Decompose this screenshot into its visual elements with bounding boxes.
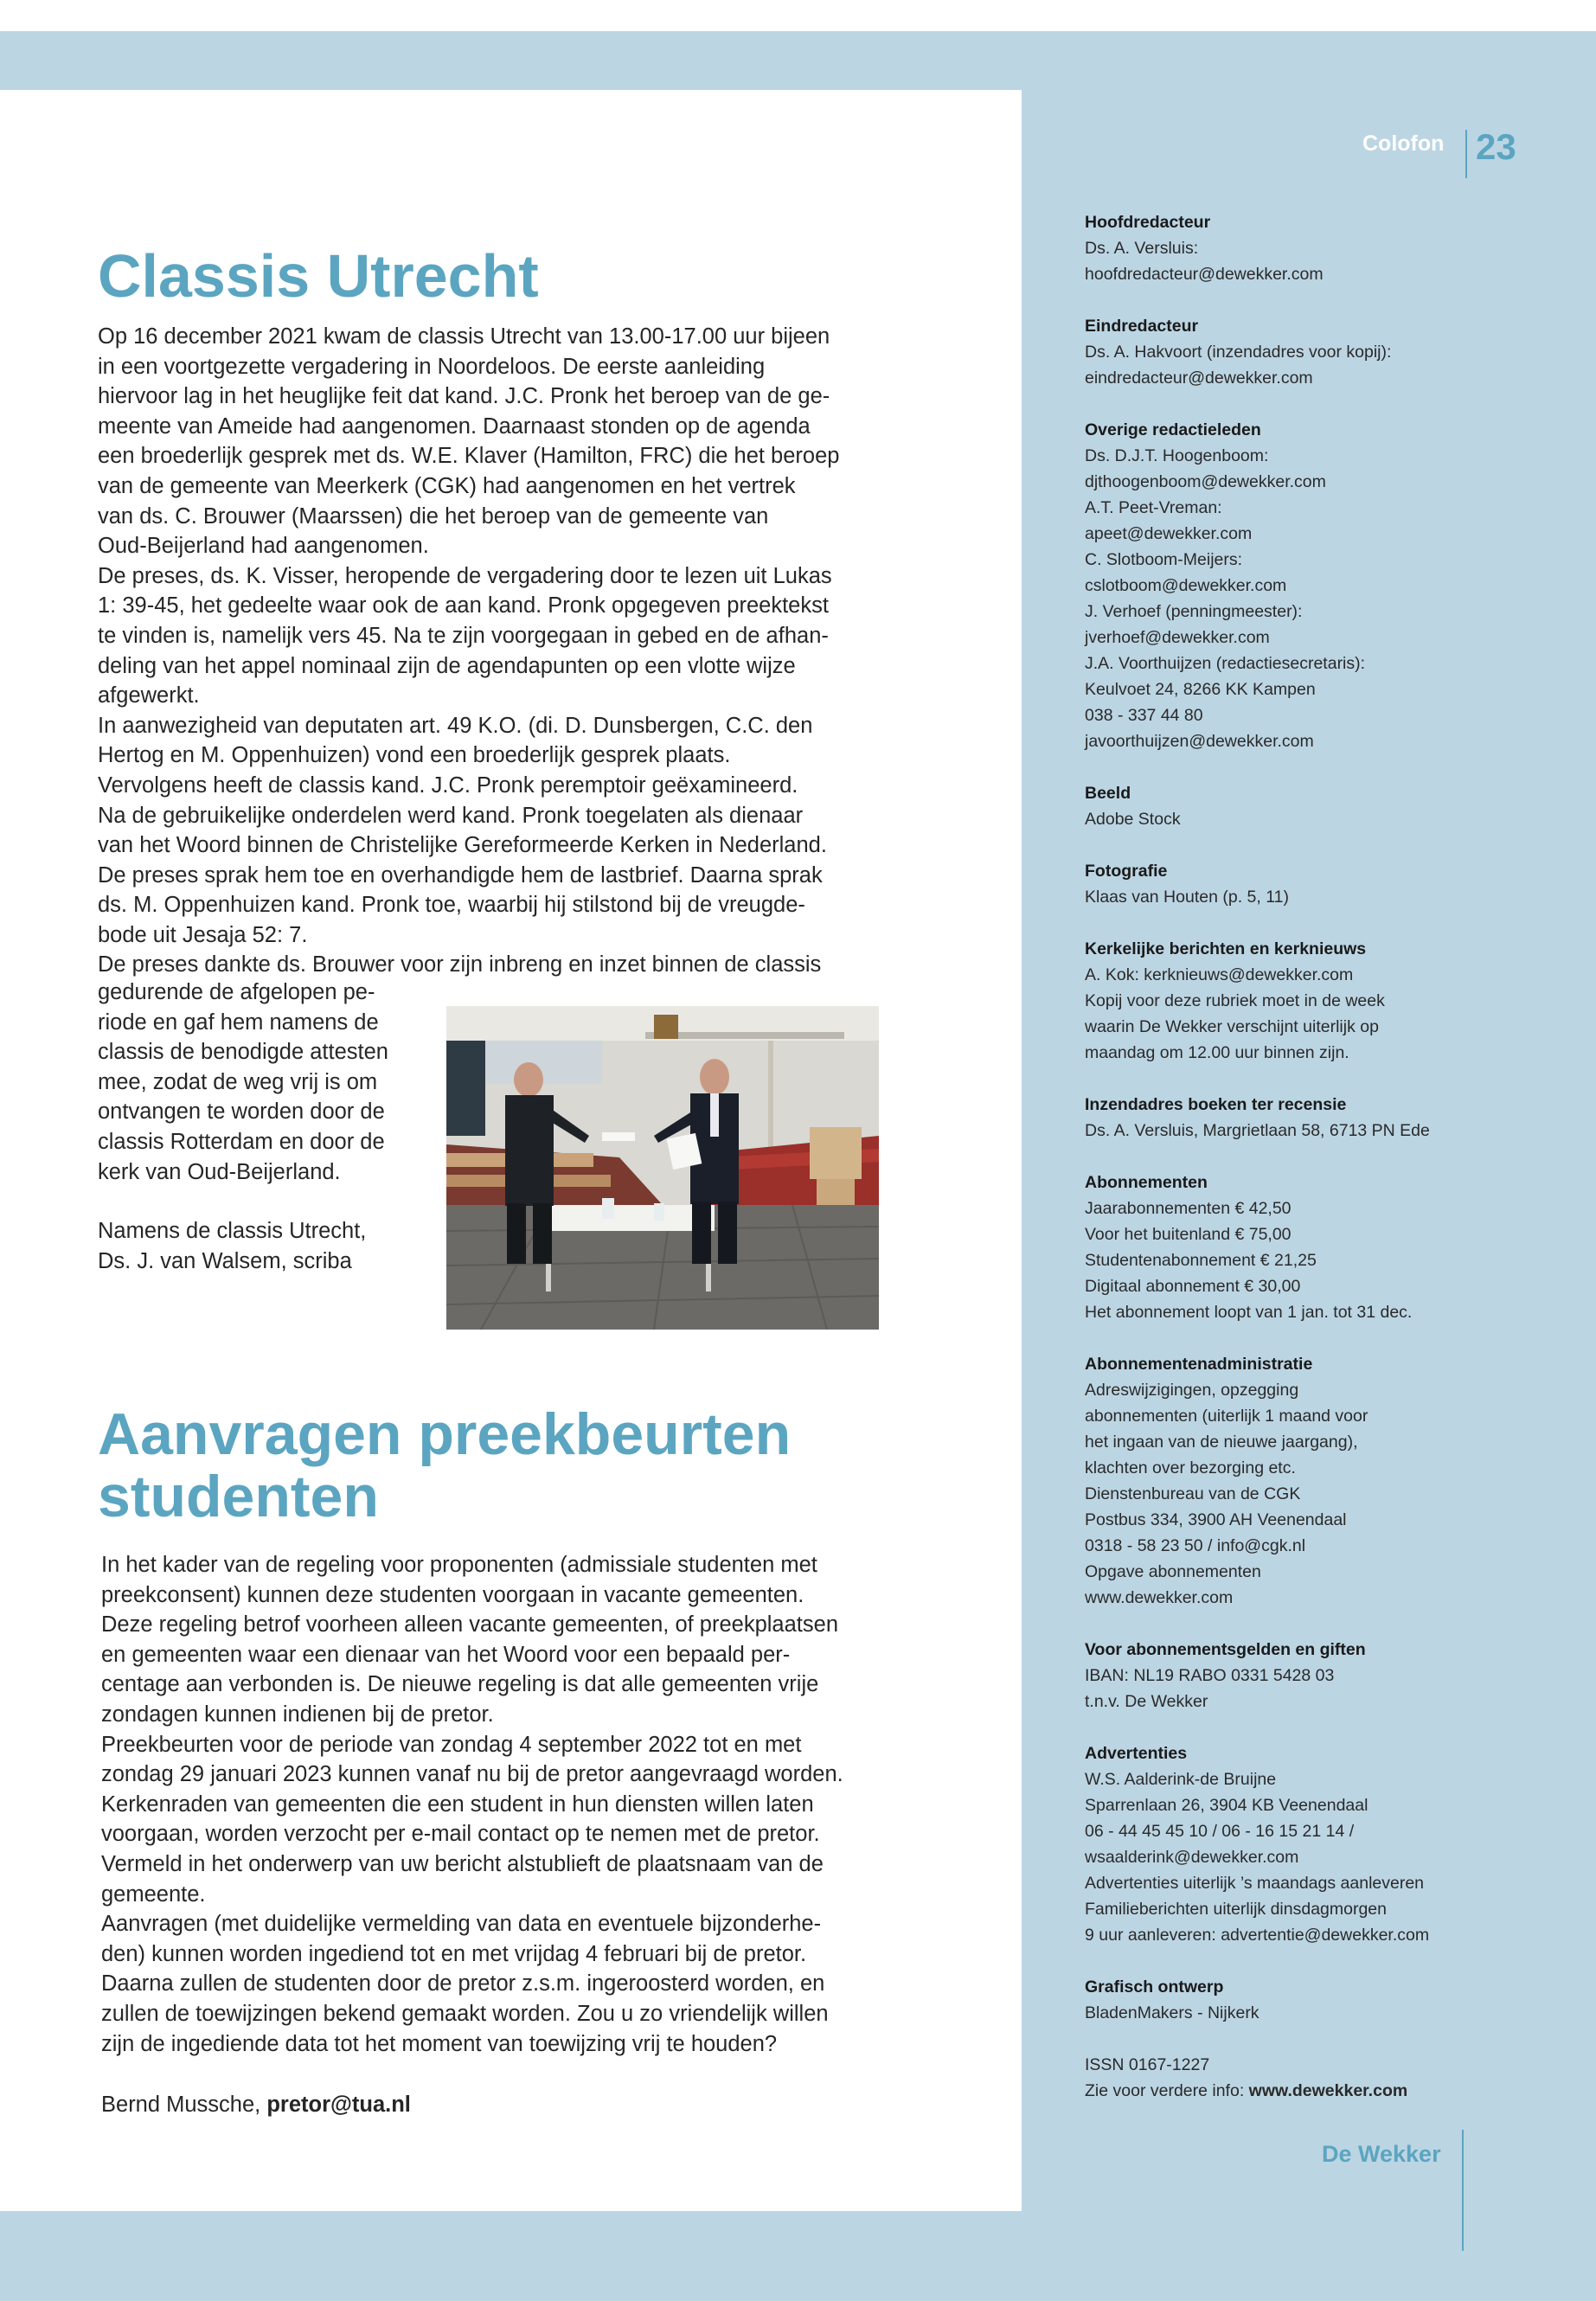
colofon-line: Ds. A. Hakvoort (inzendadres voor kopij): [1085,343,1392,362]
photo-illustration [446,1006,879,1330]
article-signature-classis [98,1216,426,1276]
colofon-group [1085,1740,1535,1948]
text-line: van ds. C. Brouwer (Maarssen) die het beroep van de gemeente van [98,503,769,529]
colofon-line: Sparrenlaan 26, 3904 KB Veenendaal [1085,1796,1368,1815]
colofon-line: 038 - 337 44 80 [1085,706,1203,725]
article-title-preekbeurten: Aanvragen preekbeurten studenten [98,1401,792,1529]
text-line: bode uit Jesaja 52: 7. [98,922,308,947]
colofon-line: BladenMakers - Nijkerk [1085,2003,1259,2022]
text-line: De preses sprak hem toe en overhandigde hem de lastbrief. Daarna sprak [98,862,823,888]
colofon-line: 0318 - 58 23 50 / info@cgk.nl [1085,1536,1306,1555]
colofon-line: Jaarabonnementen € 42,50 [1085,1199,1292,1218]
text-line: classis de benodigde attesten [98,1040,388,1065]
more-info [1085,2078,1535,2104]
footer-divider [1462,2130,1464,2251]
colofon-line: klachten over bezorging etc. [1085,1458,1296,1477]
text-line: in een voortgezette vergadering in Noordeloos. De eerste aanleiding [98,354,766,379]
colofon-line: Ds. D.J.T. Hoogenboom: [1085,446,1269,465]
colofon-group [1085,1092,1535,1144]
colofon-line: Postbus 334, 3900 AH Veenendaal [1085,1510,1347,1529]
text-line: afgewerkt. [98,683,200,708]
text-line: meente van Ameide had aangenomen. Daarnaast stonden op de agenda [98,413,811,439]
text-line: centage aan verbonden is. De nieuwe regeling is dat alle gemeenten vrije [101,1672,819,1697]
colofon-group-title: Fotografie [1085,862,1168,881]
text-line: van de gemeente van Meerkerk (CGK) had aangenomen en het vertrek [98,473,796,498]
colofon-group-title: Kerkelijke berichten en kerknieuws [1085,939,1367,958]
text-line: ds. M. Oppenhuizen kand. Pronk toe, waarbij hij stilstond bij de vreugde- [98,893,805,918]
article-title-classis: Classis Utrecht [98,242,539,310]
colofon-line: het ingaan van de nieuwe jaargang), [1085,1433,1358,1452]
text-line: den) kunnen worden ingediend tot en met vrijdag 4 februari bij de pretor. [101,1941,807,1966]
colofon-line: Ds. A. Versluis: [1085,239,1199,258]
text-line: riode en gaf hem namens de [98,1009,379,1035]
colofon-line: C. Slotboom-Meijers: [1085,550,1243,569]
text-line: hiervoor lag in het heuglijke feit dat kand. J.C. Pronk het beroep van de ge- [98,384,830,409]
colofon-group-title: Hoofdredacteur [1085,213,1211,232]
colofon-group-title: Grafisch ontwerp [1085,1977,1224,1997]
text-line: deling van het appel nominaal zijn de agendapunten op een vlotte wijze [98,653,796,678]
text-line: gemeente. [101,1881,206,1907]
colofon-line: maandag om 12.00 uur binnen zijn. [1085,1043,1349,1062]
colofon-line: 9 uur aanleveren: advertentie@dewekker.com [1085,1926,1430,1945]
colofon-line: djthoogenboom@dewekker.com [1085,472,1326,491]
colofon-group-title: Voor abonnementsgelden en giften [1085,1640,1366,1659]
colofon-line: www.dewekker.com [1085,1588,1234,1607]
text-line: Aanvragen (met duidelijke vermelding van data en eventuele bijzonderhe- [101,1912,822,1937]
colofon-line: Kopij voor deze rubriek moet in de week [1085,991,1385,1010]
text-line: Oud-Beijerland had aangenomen. [98,534,429,559]
text-line: zijn de ingediende data tot het moment van toewijzing vrij te houden? [101,2031,778,2056]
text-line: een broederlijk gesprek met ds. W.E. Klaver (Hamilton, FRC) die het beroep [98,444,840,469]
signature-email-link[interactable]: pretor@tua.nl [266,2093,411,2117]
text-line: Op 16 december 2021 kwam de classis Utrecht van 13.00-17.00 uur bijeen [98,324,830,349]
colofon-line: W.S. Aalderink-de Bruijne [1085,1770,1277,1789]
article-signature-preekbeurten [101,2090,880,2120]
text-line: ontvangen te worden door de [98,1099,385,1125]
publication-name: De Wekker [1322,2141,1441,2167]
text-line: en gemeenten waar een dienaar van het Woord voor een bepaald per- [101,1642,791,1667]
colofon-group [1085,1351,1535,1611]
text-line: gedurende de afgelopen pe- [98,980,375,1004]
colofon-line: Voor het buitenland € 75,00 [1085,1225,1292,1244]
colofon-line: Ds. A. Versluis, Margrietlaan 58, 6713 PN Ede [1085,1121,1430,1140]
colofon-line: abonnementen (uiterlijk 1 maand voor [1085,1407,1368,1426]
colofon-column [1085,209,1535,2130]
colofon-group [1085,1974,1535,2026]
more-info-label: Zie voor verdere info: [1085,2081,1249,2100]
colofon-group [1085,209,1535,287]
text-line: Hertog en M. Oppenhuizen) vond een broederlijk gesprek plaats. [98,743,731,768]
signature-name: Bernd Mussche, [101,2093,267,2117]
article-photo [446,1006,879,1330]
colofon-group-title: Inzendadres boeken ter recensie [1085,1095,1347,1114]
colofon-line: Adreswijzigingen, opzegging [1085,1381,1299,1400]
colofon-line: Keulvoet 24, 8266 KK Kampen [1085,680,1316,699]
colofon-group-title: Abonnementen [1085,1173,1208,1192]
colofon-group [1085,1170,1535,1325]
text-line: Ds. J. van Walsem, scriba [98,1248,352,1273]
text-line: Na de gebruikelijke onderdelen werd kand. Pronk toegelaten als dienaar [98,803,804,828]
colofon-line: 06 - 44 45 45 10 / 06 - 16 15 21 14 / [1085,1822,1355,1841]
text-line: mee, zodat de weg vrij is om [98,1069,378,1094]
section-label: Colofon [1362,131,1445,156]
text-line: De preses dankte ds. Brouwer voor zijn inbreng en inzet binnen de classis [98,952,822,977]
text-line: kerk van Oud-Beijerland. [98,1159,341,1184]
colofon-line: t.n.v. De Wekker [1085,1692,1208,1711]
colofon-line: hoofdredacteur@dewekker.com [1085,265,1324,284]
colofon-line: cslotboom@dewekker.com [1085,576,1287,595]
colofon-line: J.A. Voorthuijzen (redactiesecretaris): [1085,654,1366,673]
text-line: Daarna zullen de studenten door de pretor z.s.m. ingeroosterd worden, en [101,1971,825,1997]
text-line: 1: 39-45, het gedeelte waar ook de aan kand. Pronk opgegeven preektekst [98,593,829,619]
colofon-group [1085,2052,1535,2104]
colofon-line: Dienstenbureau van de CGK [1085,1484,1301,1503]
website-link[interactable]: www.dewekker.com [1248,2081,1408,2100]
text-line: preekconsent) kunnen deze studenten voorgaan in vacante gemeenten. [101,1582,804,1607]
colofon-line: A.T. Peet-Vreman: [1085,498,1222,517]
text-line: Kerkenraden van gemeenten die een student in hun diensten willen laten [101,1791,814,1817]
colofon-line: Digitaal abonnement € 30,00 [1085,1277,1301,1296]
top-margin [0,0,1596,31]
text-line: Vermeld in het onderwerp van uw bericht alstublieft de plaatsnaam van de [101,1851,824,1876]
colofon-line: Het abonnement loopt van 1 jan. tot 31 dec. [1085,1303,1413,1322]
text-line: zondag 29 januari 2023 kunnen vanaf nu bij de pretor aangevraagd worden. [101,1762,843,1787]
article-body-classis [98,322,876,980]
colofon-line: Studentenabonnement € 21,25 [1085,1251,1317,1270]
text-line: De preses, ds. K. Visser, heropende de vergadering door te lezen uit Lukas [98,563,832,588]
colofon-group-title: Abonnementenadministratie [1085,1355,1313,1374]
colofon-group [1085,858,1535,910]
colofon-group-title: Overige redactieleden [1085,420,1261,439]
colofon-line: apeet@dewekker.com [1085,524,1253,543]
issn: ISSN 0167-1227 [1085,2055,1210,2074]
colofon-line: waarin De Wekker verschijnt uiterlijk op [1085,1017,1379,1036]
colofon-group-title: Advertenties [1085,1744,1188,1763]
text-line: Deze regeling betrof voorheen alleen vacante gemeenten, of preekplaatsen [101,1612,838,1638]
text-line: Namens de classis Utrecht, [98,1219,367,1243]
colofon-group [1085,313,1535,391]
article-body-preekbeurten [101,1550,897,2059]
colofon-group [1085,780,1535,832]
colofon-line: A. Kok: kerknieuws@dewekker.com [1085,965,1354,984]
colofon-group [1085,936,1535,1066]
colofon-line: eindredacteur@dewekker.com [1085,369,1313,388]
colofon-group [1085,1637,1535,1715]
colofon-line: Advertenties uiterlijk ’s maandags aanleveren [1085,1874,1425,1893]
colofon-line: Familieberichten uiterlijk dinsdagmorgen [1085,1900,1388,1919]
colofon-group [1085,417,1535,754]
page-number: 23 [1476,126,1516,167]
text-line: zullen de toewijzingen bekend gemaakt worden. Zou u zo vriendelijk willen [101,2001,829,2026]
colofon-line: Opgave abonnementen [1085,1562,1261,1581]
colofon-line: J. Verhoef (penningmeester): [1085,602,1303,621]
colofon-group-title: Eindredacteur [1085,317,1199,336]
colofon-line: IBAN: NL19 RABO 0331 5428 03 [1085,1666,1335,1685]
colofon-line: jverhoef@dewekker.com [1085,628,1270,647]
text-line: Vervolgens heeft de classis kand. J.C. Pronk peremptoir geëxamineerd. [98,772,798,798]
colofon-line: javoorthuijzen@dewekker.com [1085,732,1314,751]
text-line: Preekbeurten voor de periode van zondag 4 september 2022 tot en met [101,1732,802,1757]
text-line: classis Rotterdam en door de [98,1129,385,1154]
colofon-line: Klaas van Houten (p. 5, 11) [1085,888,1289,907]
text-line: te vinden is, namelijk vers 45. Na te zijn voorgegaan in gebed en de afhan- [98,623,829,648]
header-divider [1465,130,1467,178]
article-body-classis-wrap [98,977,418,1187]
text-line: voorgaan, worden verzocht per e-mail contact op te nemen met de pretor. [101,1822,820,1847]
colofon-line: Adobe Stock [1085,810,1181,829]
colofon-group-title: Beeld [1085,784,1131,803]
colofon-line: wsaalderink@dewekker.com [1085,1848,1299,1867]
text-line: van het Woord binnen de Christelijke Gereformeerde Kerken in Nederland. [98,833,827,858]
text-line: zondagen kunnen indienen bij de pretor. [101,1702,494,1727]
text-line: In het kader van de regeling voor proponenten (admissiale studenten met [101,1553,817,1577]
text-line: In aanwezigheid van deputaten art. 49 K.O. (di. D. Dunsbergen, C.C. den [98,713,813,738]
